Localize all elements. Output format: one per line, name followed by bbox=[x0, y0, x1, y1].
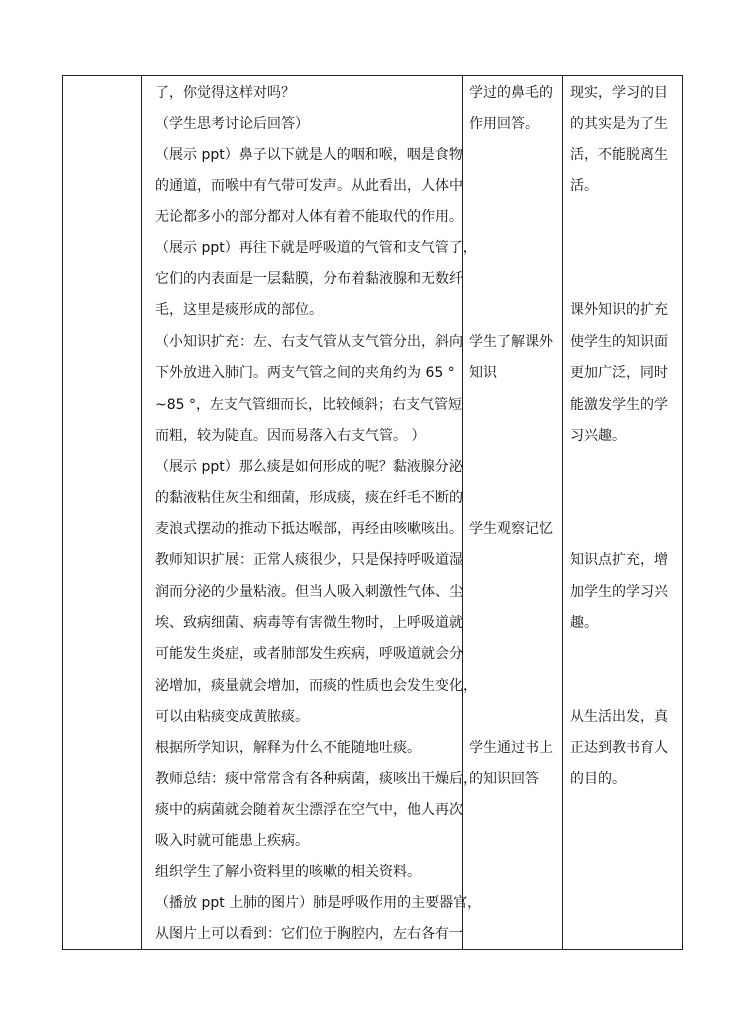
intent-line: 知识点扩充，增 bbox=[570, 552, 668, 568]
process-line: （展示 ppt）再往下就是呼吸道的气管和支气管了， bbox=[155, 240, 477, 256]
activity-line: 知识 bbox=[469, 365, 497, 381]
process-line: 吸入时就可能患上疾病。 bbox=[155, 833, 309, 849]
column-divider-3 bbox=[562, 75, 563, 950]
process-line: （小知识扩充：左、右支气管从支气管分出，斜向 bbox=[155, 334, 463, 350]
process-line: 的通道，而喉中有气带可发声。从此看出，人体中 bbox=[155, 178, 463, 194]
process-line: 教师知识扩展：正常人痰很少，只是保持呼吸道湿 bbox=[155, 552, 463, 568]
process-line: 泌增加，痰量就会增加，而痰的性质也会发生变化， bbox=[155, 678, 477, 694]
activity-line: 的知识回答 bbox=[469, 771, 539, 787]
process-line: 毛，这里是痰形成的部位。 bbox=[155, 302, 323, 318]
process-line: 下外放进入肺门。两支气管之间的夹角约为 65 ° bbox=[155, 365, 455, 381]
intent-line: 活。 bbox=[570, 178, 598, 194]
table-top-border bbox=[62, 75, 683, 76]
intent-line: 从生活出发，真 bbox=[570, 709, 668, 725]
activity-line: 学生了解课外 bbox=[469, 334, 553, 350]
process-line: 埃、致病细菌、病毒等有害微生物时，上呼吸道就 bbox=[155, 615, 463, 631]
activity-line: 学过的鼻毛的 bbox=[469, 85, 553, 101]
process-line: 根据所学知识，解释为什么不能随地吐痰。 bbox=[155, 740, 421, 756]
activity-line: 学生通过书上 bbox=[469, 740, 553, 756]
intent-line: 课外知识的扩充 bbox=[570, 302, 668, 318]
process-line: 从图片上可以看到：它们位于胸腔内，左右各有一 bbox=[155, 926, 463, 942]
process-line: 可能发生炎症，或者肺部发生疾病，呼吸道就会分 bbox=[155, 646, 463, 662]
process-line: 无论都多小的部分都对人体有着不能取代的作用。 bbox=[155, 209, 463, 225]
intent-line: 的目的。 bbox=[570, 771, 626, 787]
activity-line: 学生观察记忆 bbox=[469, 521, 553, 537]
process-line: （学生思考讨论后回答） bbox=[155, 116, 309, 132]
process-line: 组织学生了解小资料里的咳嗽的相关资料。 bbox=[155, 864, 421, 880]
intent-line: 加学生的学习兴 bbox=[570, 584, 668, 600]
process-line: 而粗，较为陡直。因而易落入右支气管。 ） bbox=[155, 428, 426, 444]
intent-line: 正达到教书育人 bbox=[570, 740, 668, 756]
process-line: 麦浪式摆动的推动下抵达喉部，再经由咳嗽咳出。 bbox=[155, 521, 463, 537]
intent-line: 更加广泛，同时 bbox=[570, 365, 668, 381]
process-line: 的黏液粘住灰尘和细菌，形成痰，痰在纤毛不断的 bbox=[155, 490, 463, 506]
intent-line: 现实，学习的目 bbox=[570, 85, 668, 101]
column-divider-1 bbox=[141, 75, 142, 950]
intent-line: 活，不能脱离生 bbox=[570, 147, 668, 163]
intent-line: 能激发学生的学 bbox=[570, 397, 668, 413]
intent-line: 趣。 bbox=[570, 615, 598, 631]
process-line: 教师总结：痰中常常含有各种病菌，痰咳出干燥后， bbox=[155, 771, 477, 787]
intent-line: 的其实是为了生 bbox=[570, 116, 668, 132]
process-line: ~85 °，左支气管细而长，比较倾斜；右支气管短 bbox=[155, 397, 462, 413]
process-line: 它们的内表面是一层黏膜，分布着黏液腺和无数纤 bbox=[155, 271, 463, 287]
table-right-border bbox=[682, 75, 683, 950]
process-line: 润而分泌的少量粘液。但当人吸入刺激性气体、尘 bbox=[155, 584, 463, 600]
intent-line: 使学生的知识面 bbox=[570, 334, 668, 350]
process-line: 了，你觉得这样对吗？ bbox=[155, 85, 295, 101]
process-line: 可以由粘痰变成黄脓痰。 bbox=[155, 709, 309, 725]
intent-line: 习兴趣。 bbox=[570, 428, 626, 444]
table-left-border bbox=[62, 75, 63, 950]
process-line: 痰中的病菌就会随着灰尘漂浮在空气中，他人再次 bbox=[155, 802, 463, 818]
process-line: （播放 ppt 上肺的图片）肺是呼吸作用的主要器官， bbox=[155, 895, 482, 911]
activity-line: 作用回答。 bbox=[469, 116, 539, 132]
process-line: （展示 ppt）鼻子以下就是人的咽和喉，咽是食物 bbox=[155, 147, 463, 163]
process-line: （展示 ppt）那么痰是如何形成的呢？黏液腺分泌 bbox=[155, 459, 463, 475]
